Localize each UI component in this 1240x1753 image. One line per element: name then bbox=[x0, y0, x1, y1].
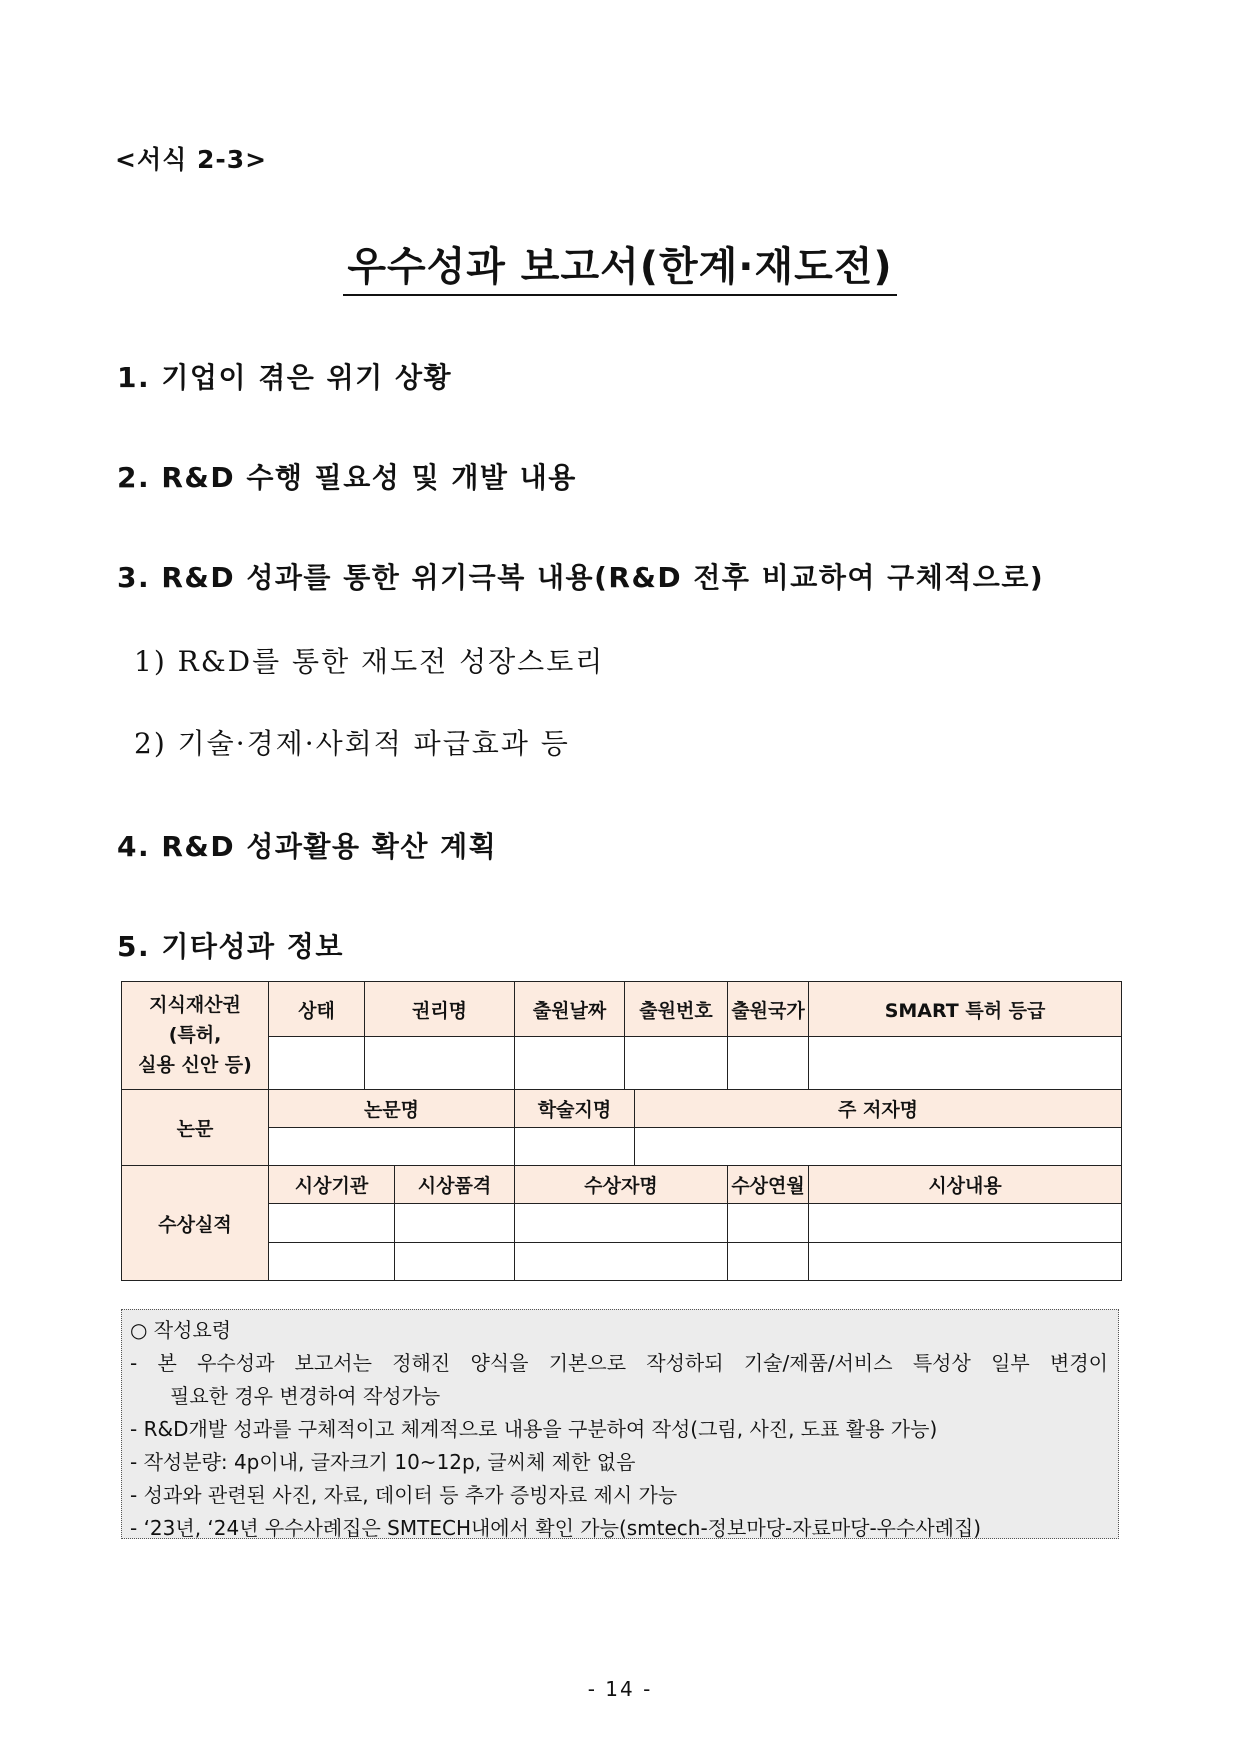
guide-word: 본 bbox=[157, 1351, 177, 1375]
guide-item-1-second-line: 필요한 경우 변경하여 작성가능 bbox=[170, 1384, 441, 1408]
paper-cell-author[interactable] bbox=[635, 1127, 1122, 1165]
ip-cell-filing-number[interactable] bbox=[625, 1037, 728, 1089]
guide-word: 양식을 bbox=[470, 1351, 529, 1375]
subsection-2: 2) 기술·경제·사회적 파급효과 등 bbox=[134, 727, 570, 760]
paper-header-title: 논문명 bbox=[269, 1089, 515, 1127]
guide-word: 일부 bbox=[991, 1351, 1030, 1375]
ip-header-filing-date: 출원날짜 bbox=[515, 982, 625, 1037]
award-cell-organization[interactable] bbox=[269, 1204, 395, 1242]
award-header-recipient: 수상자명 bbox=[515, 1166, 728, 1204]
award-cell-organization[interactable] bbox=[269, 1242, 395, 1280]
ip-cell-right-name[interactable] bbox=[365, 1037, 515, 1089]
guide-word: 보고서는 bbox=[294, 1351, 372, 1375]
guide-item-4: - 성과와 관련된 사진, 자료, 데이터 등 추가 증빙자료 제시 가능 bbox=[130, 1483, 678, 1507]
ip-header-status: 상태 bbox=[269, 982, 365, 1037]
guide-item-3: - 작성분량: 4p이내, 글자크기 10~12p, 글씨체 제한 없음 bbox=[130, 1450, 636, 1474]
award-cell-recipient[interactable] bbox=[515, 1204, 728, 1242]
guide-heading: ○ 작성요령 bbox=[130, 1318, 232, 1342]
guide-word: - bbox=[130, 1351, 138, 1375]
award-cell-recipient[interactable] bbox=[515, 1242, 728, 1280]
guide-item-1-first-line bbox=[130, 1347, 1108, 1380]
guide-word: 기본으로 bbox=[548, 1351, 627, 1375]
award-cell-date[interactable] bbox=[728, 1242, 809, 1280]
ip-header-filing-country: 출원국가 bbox=[728, 982, 809, 1037]
form-label: <서식 2-3> bbox=[115, 145, 268, 174]
section-heading-5: 5. 기타성과 정보 bbox=[117, 930, 344, 963]
guide-item-2: - R&D개발 성과를 구체적이고 체계적으로 내용을 구분하여 작성(그림, 사진, 도표 활용 가능) bbox=[130, 1417, 938, 1441]
award-cell-date[interactable] bbox=[728, 1204, 809, 1242]
ip-cell-filing-country[interactable] bbox=[728, 1037, 809, 1089]
guide-word: 정해진 bbox=[392, 1351, 451, 1375]
award-label: 수상실적 bbox=[122, 1166, 269, 1281]
ip-cell-smart-grade[interactable] bbox=[809, 1037, 1122, 1089]
section-heading-3: 3. R&D 성과를 통한 위기극복 내용(R&D 전후 비교하여 구체적으로) bbox=[117, 561, 1045, 594]
paper-cell-journal[interactable] bbox=[515, 1127, 635, 1165]
document-title-wrap bbox=[0, 235, 1240, 292]
paper-cell-title[interactable] bbox=[269, 1127, 515, 1165]
guide-word: 우수성과 bbox=[197, 1351, 275, 1375]
ip-cell-status[interactable] bbox=[269, 1037, 365, 1089]
other-achievements-table bbox=[121, 981, 1122, 1281]
subsection-1: 1) R&D를 통한 재도전 성장스토리 bbox=[134, 645, 605, 678]
ip-header-smart-grade: SMART 특허 등급 bbox=[809, 982, 1122, 1037]
section-heading-4: 4. R&D 성과활용 확산 계획 bbox=[117, 830, 498, 863]
award-cell-content[interactable] bbox=[809, 1242, 1122, 1280]
paper-header-author: 주 저자명 bbox=[635, 1089, 1122, 1127]
page-number: - 14 - bbox=[587, 1677, 653, 1701]
guide-word: 기술/제품/서비스 bbox=[743, 1351, 893, 1375]
paper-header-journal: 학술지명 bbox=[515, 1089, 635, 1127]
ip-cell-filing-date[interactable] bbox=[515, 1037, 625, 1089]
writing-guide-box bbox=[121, 1309, 1119, 1539]
award-cell-grade[interactable] bbox=[395, 1204, 515, 1242]
guide-item-5: - ‘23년, ‘24년 우수사례집은 SMTECH내에서 확인 가능(smtech-정보마당-자료마당-우수사례집) bbox=[130, 1516, 982, 1540]
guide-word: 특성상 bbox=[912, 1351, 971, 1375]
award-header-date: 수상연월 bbox=[728, 1166, 809, 1204]
award-header-organization: 시상기관 bbox=[269, 1166, 395, 1204]
award-cell-content[interactable] bbox=[809, 1204, 1122, 1242]
section-heading-1: 1. 기업이 겪은 위기 상황 bbox=[117, 361, 453, 394]
ip-label: 지식재산권 (특허, 실용 신안 등) bbox=[122, 982, 269, 1090]
award-cell-grade[interactable] bbox=[395, 1242, 515, 1280]
guide-word: 변경이 bbox=[1050, 1351, 1108, 1375]
ip-header-filing-number: 출원번호 bbox=[625, 982, 728, 1037]
document-title: 우수성과 보고서(한계·재도전) bbox=[343, 244, 896, 296]
paper-label: 논문 bbox=[122, 1089, 269, 1166]
ip-header-right-name: 권리명 bbox=[365, 982, 515, 1037]
guide-word: 작성하되 bbox=[646, 1351, 724, 1375]
award-header-content: 시상내용 bbox=[809, 1166, 1122, 1204]
section-heading-2: 2. R&D 수행 필요성 및 개발 내용 bbox=[117, 461, 577, 494]
award-header-grade: 시상품격 bbox=[395, 1166, 515, 1204]
